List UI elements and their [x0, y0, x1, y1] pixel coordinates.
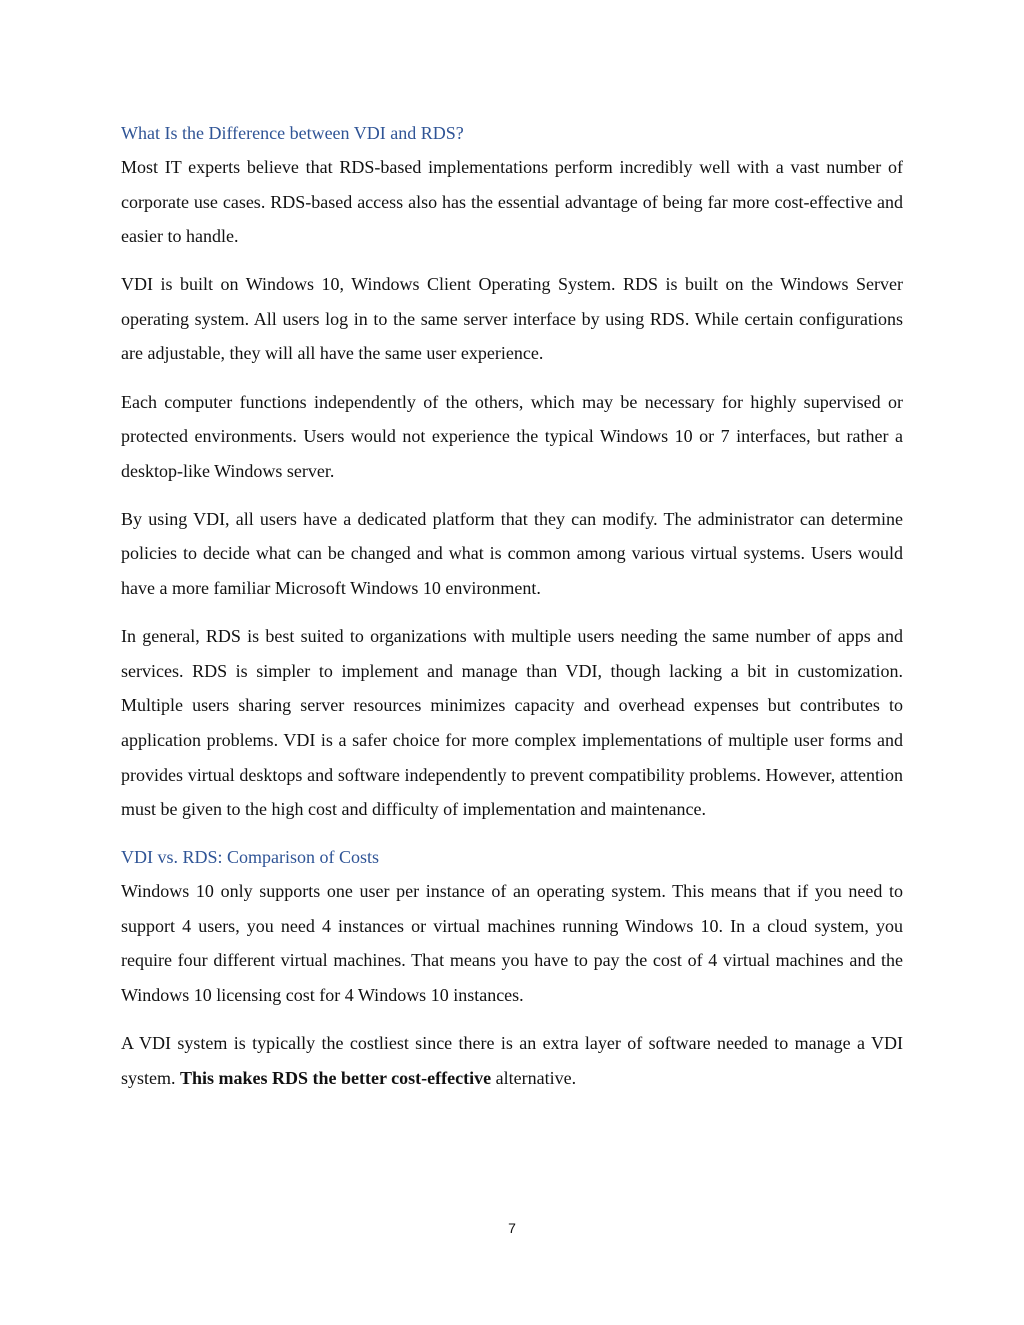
- conclusion-tail-text: alternative.: [491, 1067, 577, 1088]
- paragraph: VDI is built on Windows 10, Windows Client Operating System. RDS is built on the Windows Server operating system. All users log in to the same server interface by using RDS. While certain configurations are adjustable, they will all have the same user experience.: [121, 274, 903, 364]
- section-heading-difference: What Is the Difference between VDI and RDS?: [121, 123, 464, 143]
- paragraph-conclusion: [121, 1026, 903, 1095]
- page-number: 7: [508, 1220, 516, 1236]
- conclusion-bold-text: This makes RDS the better cost-effective: [180, 1067, 492, 1088]
- paragraph: Windows 10 only supports one user per instance of an operating system. This means that if you need to support 4 users, you need 4 instances or virtual machines running Windows 10. In a cloud system, you require four different virtual machines. That means you have to pay the cost of 4 virtual machines and the Windows 10 licensing cost for 4 Windows 10 instances.: [121, 881, 903, 1005]
- conclusion-lead-text: A VDI system is typically the costliest since there is an extra layer of software needed to manage a VDI system.: [121, 1033, 903, 1088]
- section-heading-costs: VDI vs. RDS: Comparison of Costs: [121, 847, 380, 868]
- document-page: [121, 116, 903, 1109]
- paragraph: By using VDI, all users have a dedicated platform that they can modify. The administrator can determine policies to decide what can be changed and what is common among various virtual systems. Users would have a more familiar Microsoft Windows 10 environment.: [121, 508, 903, 599]
- paragraph: In general, RDS is best suited to organizations with multiple users needing the same number of apps and services. RDS is simpler to implement and manage than VDI, though lacking a bit in customization. Multiple users sharing server resources minimizes capacity and overhead expenses but contributes to application problems. VDI is a safer choice for more complex implementations of multiple user forms and provides virtual desktops and software independently to prevent compatibility problems. However, attention must be given to the high cost and difficulty of implementation and maintenance.: [121, 626, 903, 820]
- paragraph: Most IT experts believe that RDS-based implementations perform incredibly well with a vast number of corporate use cases. RDS-based access also has the essential advantage of being far more cost-effective and easier to handle.: [121, 157, 903, 247]
- paragraph: Each computer functions independently of the others, which may be necessary for highly supervised or protected environments. Users would not experience the typical Windows 10 or 7 interfaces, but rather a desktop-like Windows server.: [121, 391, 903, 481]
